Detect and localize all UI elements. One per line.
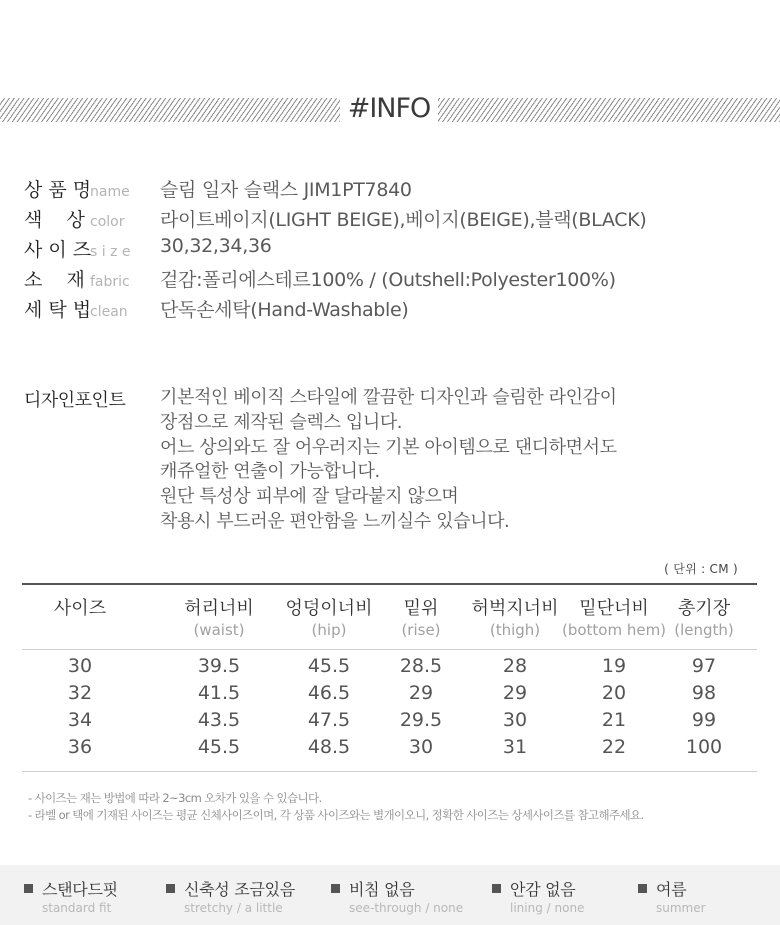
spec-label: 소 재 xyxy=(24,269,85,291)
unit-label: ( 단위 : CM ) xyxy=(664,562,738,576)
square-bullet-icon xyxy=(24,884,33,893)
feature-label: 안감 없음 xyxy=(510,880,576,899)
table-cell: 29.5 xyxy=(399,709,443,731)
spec-label-en: clean xyxy=(90,304,128,320)
table-bottom-rule xyxy=(22,771,757,772)
spec-label: 사 이 즈 xyxy=(24,239,92,261)
feature-see-through xyxy=(331,877,463,915)
design-point-line: 원단 특성상 피부에 잘 달라붙지 않으며 xyxy=(160,486,459,508)
design-point-line: 장점으로 제작된 슬렉스 입니다. xyxy=(160,411,403,433)
square-bullet-icon xyxy=(166,884,175,893)
table-cell: 99 xyxy=(691,709,717,731)
feature-label: 신축성 조금있음 xyxy=(184,880,295,899)
header-hatch-right xyxy=(438,98,780,122)
table-cell: 31 xyxy=(502,736,528,758)
square-bullet-icon xyxy=(492,884,501,893)
spec-row-color xyxy=(24,205,647,235)
table-cell: 39.5 xyxy=(197,655,241,677)
table-cell: 45.5 xyxy=(197,736,241,758)
feature-label: 비침 없음 xyxy=(349,880,415,899)
feature-label: 스탠다드핏 xyxy=(42,880,118,899)
size-note: - 사이즈는 재는 방법에 따라 2~3cm 오차가 있을 수 있습니다. xyxy=(28,791,322,805)
column-header: 밑단너비 xyxy=(579,598,649,619)
spec-row-name xyxy=(24,175,412,205)
feature-label-en: stretchy / a little xyxy=(184,901,283,915)
spec-label: 세 탁 법 xyxy=(24,299,92,321)
design-point-line: 캐쥬얼한 연출이 가능합니다. xyxy=(160,461,380,483)
spec-label: 색 상 xyxy=(24,209,85,231)
spec-label-en: fabric xyxy=(90,274,130,290)
feature-label-en: lining / none xyxy=(510,901,585,915)
design-point-line: 어느 상의와도 잘 어우러지는 기본 아이템으로 댄디하면서도 xyxy=(160,436,617,458)
feature-stretch xyxy=(166,877,295,915)
table-cell: 34 xyxy=(67,709,93,731)
feature-standard-fit xyxy=(24,877,118,915)
table-cell: 100 xyxy=(685,736,723,758)
table-cell: 43.5 xyxy=(197,709,241,731)
table-cell: 36 xyxy=(67,736,93,758)
column-header: 사이즈 xyxy=(53,598,107,619)
spec-row-size xyxy=(24,235,272,265)
table-cell: 28.5 xyxy=(399,655,443,677)
table-cell: 97 xyxy=(691,655,717,677)
table-cell: 46.5 xyxy=(307,682,351,704)
design-point-text xyxy=(160,386,617,535)
spec-row-clean xyxy=(24,295,409,325)
table-top-rule xyxy=(22,583,757,585)
spec-value: 겉감:폴리에스테르100% / (Outshell:Polyester100%) xyxy=(160,269,616,291)
square-bullet-icon xyxy=(638,884,647,893)
spec-label-en: s i z e xyxy=(90,244,131,260)
table-header-rule xyxy=(22,649,757,650)
spec-value: 라이트베이지(LIGHT BEIGE),베이지(BEIGE),블랙(BLACK) xyxy=(160,209,647,231)
table-cell: 48.5 xyxy=(307,736,351,758)
column-header-en: (rise) xyxy=(401,621,441,639)
table-cell: 29 xyxy=(502,682,528,704)
table-cell: 47.5 xyxy=(307,709,351,731)
feature-bar xyxy=(0,865,780,925)
column-header-en: (hip) xyxy=(311,621,347,639)
table-cell: 19 xyxy=(601,655,627,677)
feature-label-en: see-through / none xyxy=(349,901,464,915)
table-cell: 98 xyxy=(691,682,717,704)
spec-value: 30,32,34,36 xyxy=(160,235,272,257)
column-header-en: (waist) xyxy=(193,621,245,639)
table-cell: 28 xyxy=(502,655,528,677)
table-cell: 45.5 xyxy=(307,655,351,677)
page-title: #INFO xyxy=(347,93,431,124)
table-cell: 30 xyxy=(408,736,434,758)
feature-lining xyxy=(492,877,584,915)
table-cell: 32 xyxy=(67,682,93,704)
feature-label: 여름 xyxy=(656,880,687,899)
spec-value: 슬림 일자 슬랙스 JIM1PT7840 xyxy=(160,179,412,201)
table-cell: 20 xyxy=(601,682,627,704)
feature-label-en: summer xyxy=(656,901,706,915)
feature-label-en: standard fit xyxy=(42,901,112,915)
column-header-en: (bottom hem) xyxy=(561,621,667,639)
column-header: 엉덩이너비 xyxy=(285,598,373,619)
header-hatch-left xyxy=(0,98,340,122)
table-cell: 21 xyxy=(601,709,627,731)
column-header-en: (length) xyxy=(674,621,734,639)
design-point-label: 디자인포인트 xyxy=(24,390,126,411)
design-point-line: 기본적인 베이직 스타일에 깔끔한 디자인과 슬림한 라인감이 xyxy=(160,387,617,408)
feature-season xyxy=(638,877,706,915)
column-header: 허리너비 xyxy=(184,598,254,619)
column-header: 허벅지너비 xyxy=(471,598,559,619)
table-cell: 30 xyxy=(67,655,93,677)
table-cell: 41.5 xyxy=(197,682,241,704)
spec-value: 단독손세탁(Hand-Washable) xyxy=(160,299,409,321)
spec-row-fabric xyxy=(24,265,616,295)
spec-label: 상 품 명 xyxy=(24,179,92,201)
design-point-line: 착용시 부드러운 편안함을 느끼실수 있습니다. xyxy=(160,510,510,532)
square-bullet-icon xyxy=(331,884,340,893)
table-cell: 22 xyxy=(601,736,627,758)
spec-label-en: color xyxy=(90,214,125,230)
column-header: 총기장 xyxy=(677,598,731,619)
spec-label-en: name xyxy=(90,184,130,200)
size-note: - 라벨 or 택에 기재된 사이즈는 평균 신체사이즈이며, 각 상품 사이즈와는 별개이오니, 정확한 사이즈는 상세사이즈를 참고해주세요. xyxy=(28,808,644,822)
table-cell: 30 xyxy=(502,709,528,731)
table-cell: 29 xyxy=(408,682,434,704)
column-header-en: (thigh) xyxy=(489,621,541,639)
column-header: 밑위 xyxy=(403,598,439,619)
